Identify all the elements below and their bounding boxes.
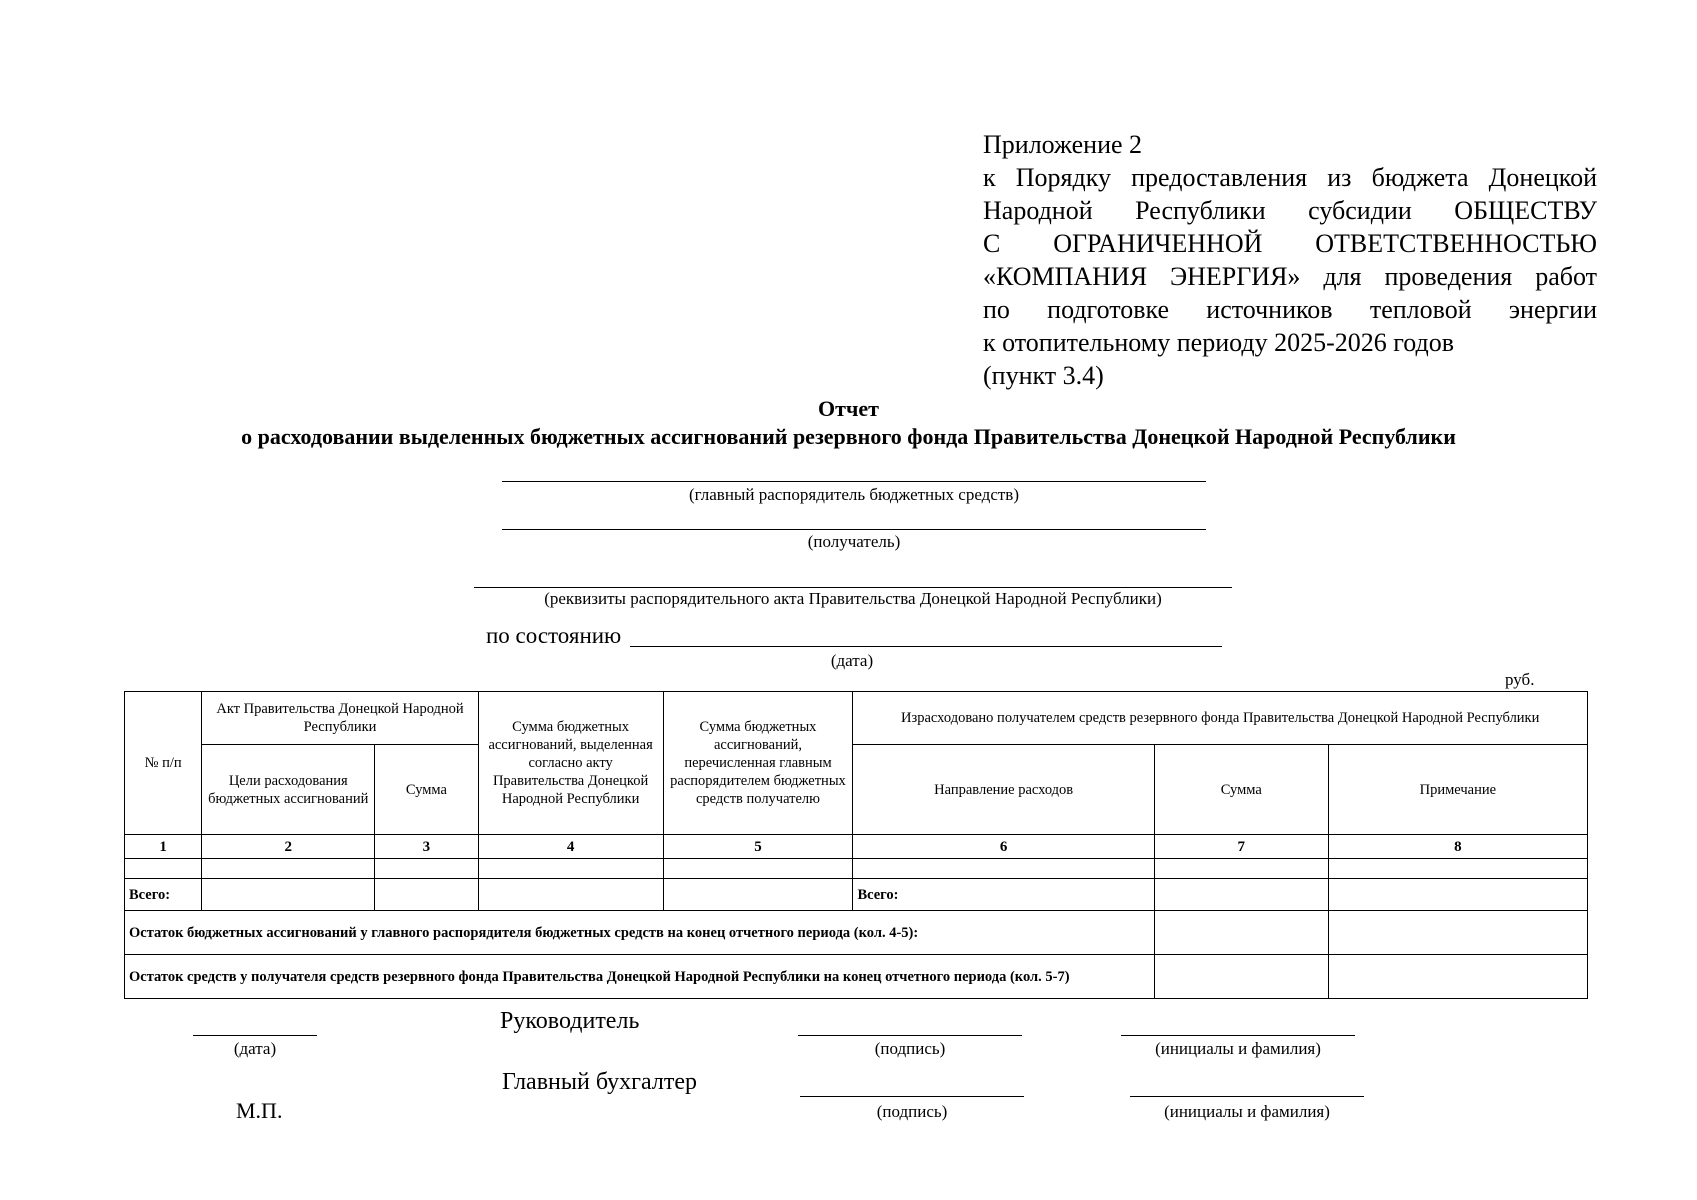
remainder-recipient-label: Остаток средств у получателя средств резервного фонда Правительства Донецкой Народной Республики на конец отчетного периода (кол. 5-7): [125, 955, 1155, 999]
header-num: № п/п: [125, 692, 202, 835]
accountant-signature-caption: (подпись): [876, 1102, 948, 1121]
head-initials-field[interactable]: [1121, 1035, 1355, 1036]
header-allocated: Сумма бюджетных ассигнований, выделенная согласно акту Правительства Донецкой Народной Республики: [478, 692, 663, 835]
header-sum-spent: Сумма: [1154, 745, 1328, 835]
appendix-text-line: по подготовке источников тепловой энергии: [983, 295, 1597, 324]
signature-date-field[interactable]: [193, 1035, 317, 1036]
recipient-caption: (получатель): [807, 532, 901, 551]
as-of-date-caption: (дата): [830, 651, 874, 670]
column-number: 1: [125, 835, 202, 859]
table-cell[interactable]: [375, 859, 479, 879]
stamp-label: М.П.: [236, 1098, 283, 1123]
column-number: 4: [478, 835, 663, 859]
report-table: [124, 691, 1588, 999]
header-act: Акт Правительства Донецкой Народной Республики: [202, 692, 478, 745]
total-label-spent: Всего:: [853, 879, 1154, 911]
report-title-subtitle: о расходовании выделенных бюджетных ассигнований резервного фонда Правительства Донецкой Народной Республики: [241, 424, 1456, 449]
column-number: 8: [1328, 835, 1587, 859]
table-cell[interactable]: [1328, 955, 1587, 999]
appendix-clause: (пункт 3.4): [983, 361, 1104, 390]
column-number: 5: [663, 835, 853, 859]
recipient-field[interactable]: [502, 529, 1206, 530]
appendix-text-line: Народной Республики субсидии ОБЩЕСТВУ: [983, 196, 1597, 225]
header-spent: Израсходовано получателем средств резервного фонда Правительства Донецкой Народной Республики: [853, 692, 1588, 745]
appendix-text-line: «КОМПАНИЯ ЭНЕРГИЯ» для проведения работ: [983, 262, 1597, 291]
table-cell[interactable]: [663, 879, 853, 911]
act-details-field[interactable]: [474, 587, 1232, 588]
remainder-manager-label: Остаток бюджетных ассигнований у главного распорядителя бюджетных средств на конец отчетного периода (кол. 4-5):: [125, 911, 1155, 955]
main-manager-field[interactable]: [502, 481, 1206, 482]
header-note: Примечание: [1328, 745, 1587, 835]
table-cell[interactable]: [202, 859, 375, 879]
accountant-label: Главный бухгалтер: [502, 1069, 697, 1095]
header-sum: Сумма: [375, 745, 479, 835]
main-manager-caption: (главный распорядитель бюджетных средств): [689, 485, 1019, 504]
table-cell[interactable]: [1154, 955, 1328, 999]
table-cell[interactable]: [478, 859, 663, 879]
as-of-label: по состоянию: [486, 623, 622, 648]
table-cell[interactable]: [1328, 911, 1587, 955]
remainder-row: [125, 955, 1588, 999]
table-cell[interactable]: [478, 879, 663, 911]
column-number: 7: [1154, 835, 1328, 859]
act-details-caption: (реквизиты распорядительного акта Правительства Донецкой Народной Республики): [544, 589, 1162, 608]
header-transferred: Сумма бюджетных ассигнований, перечисленная главным распорядителем бюджетных средств получателю: [663, 692, 853, 835]
table-cell[interactable]: [1154, 911, 1328, 955]
table-cell[interactable]: [202, 879, 375, 911]
appendix-number: Приложение 2: [983, 130, 1143, 159]
head-signature-field[interactable]: [798, 1035, 1022, 1036]
accountant-initials-caption: (инициалы и фамилия): [1164, 1102, 1330, 1121]
table-cell[interactable]: [853, 859, 1154, 879]
head-initials-caption: (инициалы и фамилия): [1155, 1039, 1321, 1058]
appendix-text-line: к Порядку предоставления из бюджета Донецкой: [983, 163, 1597, 192]
head-signature-caption: (подпись): [874, 1039, 946, 1058]
table-cell[interactable]: [1154, 859, 1328, 879]
as-of-date-field[interactable]: [630, 646, 1222, 647]
total-row: [125, 879, 1588, 911]
head-label: Руководитель: [500, 1008, 640, 1034]
total-label: Всего:: [125, 879, 202, 911]
table-cell[interactable]: [663, 859, 853, 879]
table-cell[interactable]: [125, 859, 202, 879]
table-cell[interactable]: [375, 879, 479, 911]
appendix-text-line: к отопительному периоду 2025-2026 годов: [983, 328, 1455, 357]
column-number: 3: [375, 835, 479, 859]
table-cell[interactable]: [1328, 859, 1587, 879]
remainder-row: [125, 911, 1588, 955]
signature-date-caption: (дата): [233, 1039, 277, 1058]
column-number-row: [125, 835, 1588, 859]
appendix-text-line: С ОГРАНИЧЕННОЙ ОТВЕТСТВЕННОСТЬЮ: [983, 229, 1597, 258]
table-subheader-row: [125, 745, 1588, 835]
accountant-initials-field[interactable]: [1130, 1096, 1364, 1097]
report-title: [150, 395, 1547, 451]
table-cell[interactable]: [1328, 879, 1587, 911]
header-goals: Цели расходования бюджетных ассигнований: [202, 745, 375, 835]
appendix-header: [983, 128, 1597, 392]
table-row: [125, 859, 1588, 879]
column-number: 2: [202, 835, 375, 859]
report-title-main: Отчет: [818, 396, 879, 421]
accountant-signature-field[interactable]: [800, 1096, 1024, 1097]
table-header-row: [125, 692, 1588, 745]
column-number: 6: [853, 835, 1154, 859]
header-direction: Направление расходов: [853, 745, 1154, 835]
table-cell[interactable]: [1154, 879, 1328, 911]
currency-label: руб.: [1505, 670, 1535, 689]
